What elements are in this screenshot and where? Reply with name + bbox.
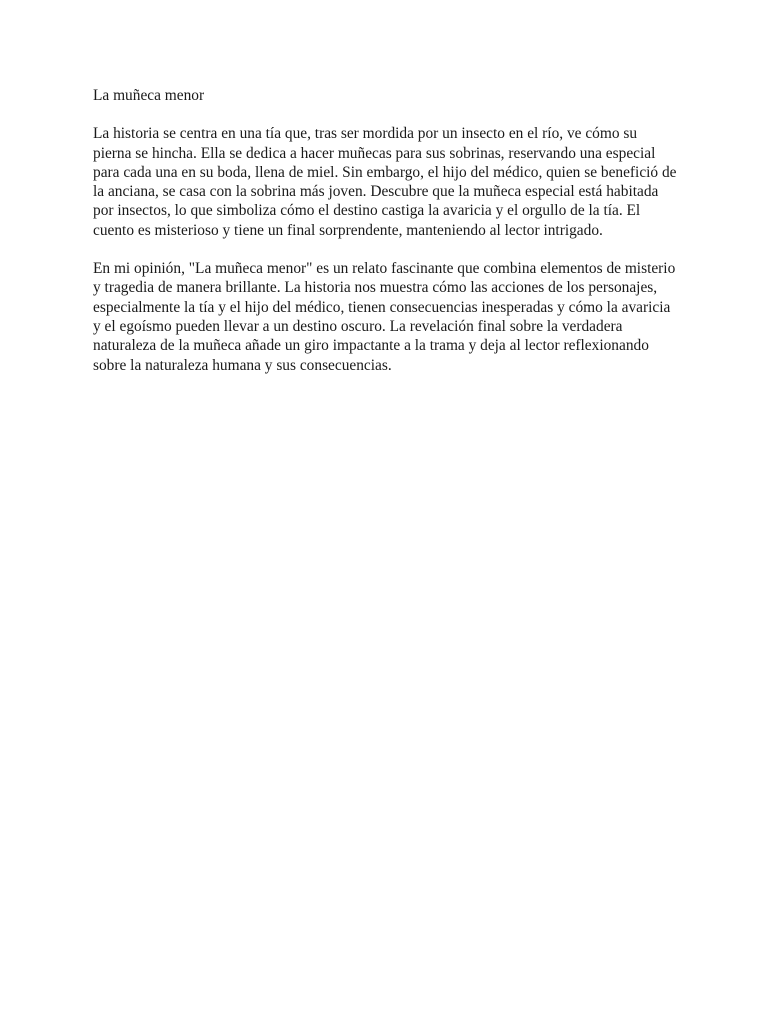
document-body [93,86,678,394]
paragraph-summary: La historia se centra en una tía que, tras ser mordida por un insecto en el río, ve cómo su pierna se hincha. Ella se dedica a hacer muñecas para sus sobrinas, reservando una especial para cada una en su boda, llena de miel. Sin embargo, el hijo del médico, quien se benefició de la anciana, se casa con la sobrina más joven. Descubre que la muñeca especial está habitada por insectos, lo que simboliza cómo el destino castiga la avaricia y el orgullo de la tía. El cuento es misterioso y tiene un final sorprendente, manteniendo al lector intrigado. [93,125,677,239]
paragraph-opinion: En mi opinión, "La muñeca menor" es un relato fascinante que combina elementos de misterio y tragedia de manera brillante. La historia nos muestra cómo las acciones de los personajes, especialmente la tía y el hijo del médico, tienen consecuencias inesperadas y cómo la avaricia y el egoísmo pueden llevar a un destino oscuro. La revelación final sobre la verdadera naturaleza de la muñeca añade un giro impactante a la trama y deja al lector reflexionando sobre la naturaleza humana y sus consecuencias. [93,260,676,374]
document-title: La muñeca menor [93,87,205,104]
